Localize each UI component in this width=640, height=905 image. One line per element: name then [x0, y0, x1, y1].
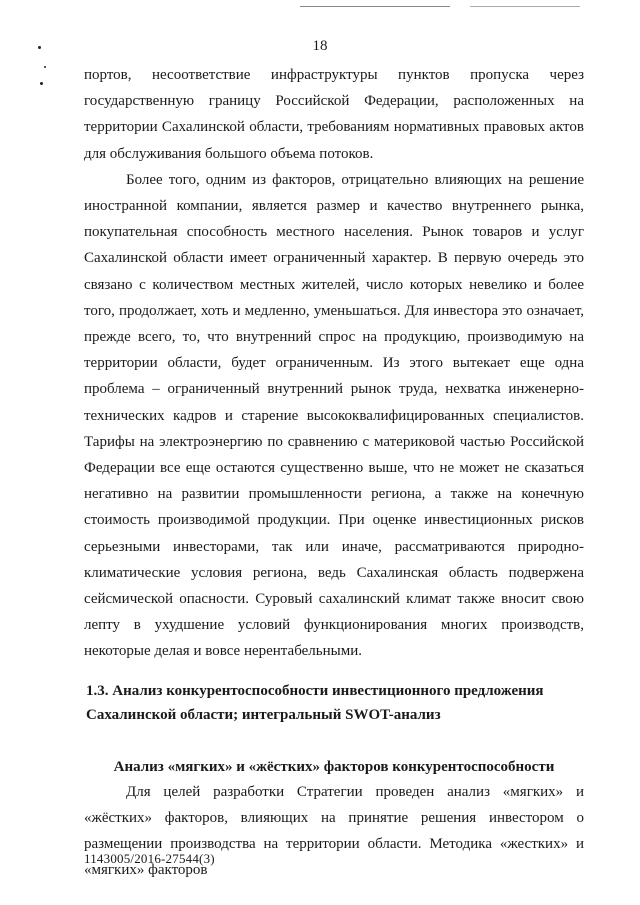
scan-top-rule-right — [470, 6, 580, 7]
subsection-heading: Анализ «мягких» и «жёстких» факторов конкурентоспособности — [113, 758, 555, 775]
document-body — [84, 62, 584, 883]
document-code: 1143005/2016-27544(3) — [84, 851, 215, 866]
section-heading: 1.3. Анализ конкурентоспособности инвестиционного предложения Сахалинской области; интегральный SWOT-анализ — [86, 682, 544, 723]
scan-speck — [44, 66, 46, 68]
page-number: 18 — [312, 38, 328, 54]
paragraph-continued: портов, несоответствие инфраструктуры пунктов пропуска через государственную границу Российской Федерации, расположенных на территории Сахалинской области, требованиям нормативных правовых актов для обслуживания большого объема потоков. — [84, 67, 584, 162]
paragraph-market-factors: Более того, одним из факторов, отрицательно влияющих на решение иностранной компании, является размер и качество внутреннего рынка, покупательная способность местного населения. Рынок товаров и услуг Сахалинской области имеет ограниченный характер. В первую очередь это связано с количеством местных жителей, число которых невелико и более того, продолжает, хоть и медленно, уменьшаться. Для инвестора это означает, прежде всего, то, что внутренний спрос на продукцию, производимую на территории области, будет ограниченным. Из этого вытекает еще одна проблема – ограниченный внутренний рынок труда, нехватка инженерно-технических кадров и старение высококвалифицированных специалистов. Тарифы на электроэнергию по сравнению с материковой частью Российской Федерации все еще остаются существенно выше, что не может не сказаться негативно на развитии промышленности региона, а также на конечную стоимость производимой продукции. При оценке инвестиционных рисков серьезными инвесторами, так или иначе, рассматриваются природно-климатические условия региона, ведь Сахалинская область подвержена сейсмической опасности. Суровый сахалинский климат также вносит свою лепту в ухудшение условий функционирования многих производств, некоторые делая и вовсе нерентабельными. — [84, 171, 584, 660]
paragraph-strategy-analysis: Для целей разработки Стратегии проведен анализ «мягких» и «жёстких» факторов, влияющих на принятие решения инвестором о размещении производства на территории области. Методика «жестких» и «мягких» факторов — [84, 783, 584, 879]
scan-speck — [40, 82, 43, 85]
scan-top-rule — [300, 6, 450, 7]
